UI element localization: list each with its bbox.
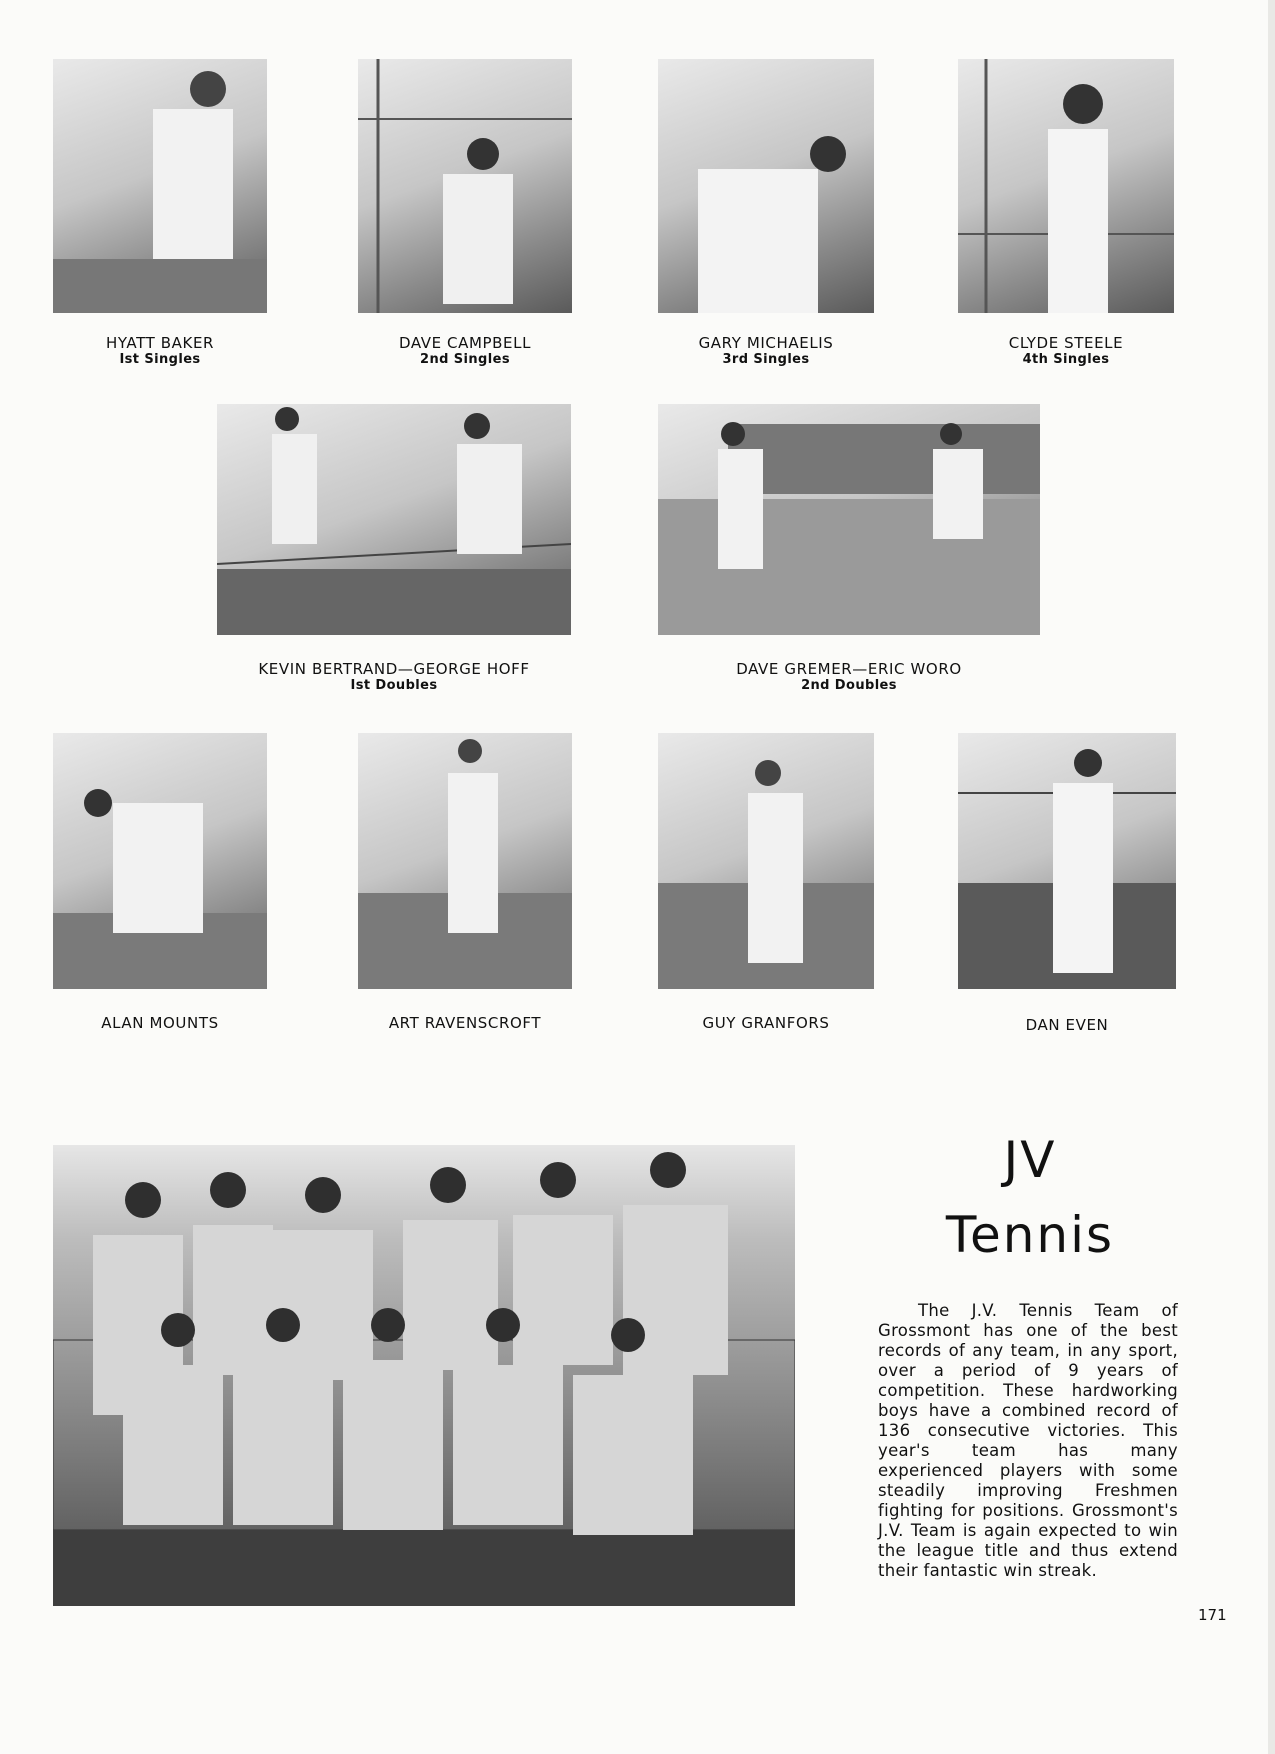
player-name: GARY MICHAELIS xyxy=(698,334,834,352)
player-position: 3rd Singles xyxy=(722,352,810,367)
photo-alan-mounts xyxy=(53,733,267,989)
caption-dave-campbell xyxy=(358,335,572,367)
doubles-position: 2nd Doubles xyxy=(801,678,897,693)
reserve-name: ART RAVENSCROFT xyxy=(388,1014,542,1032)
photo-dan-even xyxy=(958,733,1176,989)
photo-hyatt-baker xyxy=(53,59,267,313)
caption-first-doubles xyxy=(217,661,571,693)
caption-guy-granfors xyxy=(658,1015,874,1032)
caption-second-doubles xyxy=(658,661,1040,693)
caption-dan-even xyxy=(958,1017,1176,1034)
photo-guy-granfors xyxy=(658,733,874,989)
player-name: HYATT BAKER xyxy=(105,334,215,352)
caption-clyde-steele xyxy=(958,335,1174,367)
article-title-tennis: Tennis xyxy=(945,1206,1115,1264)
article-title-jv: JV xyxy=(1003,1131,1057,1189)
photo-art-ravenscroft xyxy=(358,733,572,989)
page-number: 171 xyxy=(1198,1606,1227,1624)
doubles-position: Ist Doubles xyxy=(350,678,438,693)
caption-art-ravenscroft xyxy=(358,1015,572,1032)
photo-second-doubles xyxy=(658,404,1040,635)
caption-alan-mounts xyxy=(53,1015,267,1032)
player-name: DAVE CAMPBELL xyxy=(398,334,532,352)
article-body: The J.V. Tennis Team of Grossmont has one of the best records of any team, in any sport, over a period of 9 years of competition. These hardworking boys have a combined record of 136 consecutive victories. This year's team has many experienced players with some steadily improving Freshmen fighting for positions. Grossmont's J.V. Team is again expected to win the league title and thus extend their fantastic win streak. xyxy=(878,1301,1178,1580)
doubles-name: KEVIN BERTRAND—GEORGE HOFF xyxy=(258,660,530,678)
reserve-name: ALAN MOUNTS xyxy=(101,1014,219,1032)
page-edge xyxy=(1268,0,1275,1754)
caption-hyatt-baker xyxy=(53,335,267,367)
photo-team xyxy=(53,1145,795,1606)
photo-clyde-steele xyxy=(958,59,1174,313)
photo-first-doubles xyxy=(217,404,571,635)
reserve-name: DAN EVEN xyxy=(1025,1016,1109,1034)
player-position: 4th Singles xyxy=(1022,352,1110,367)
reserve-name: GUY GRANFORS xyxy=(702,1014,830,1032)
caption-gary-michaelis xyxy=(658,335,874,367)
doubles-name: DAVE GREMER—ERIC WORO xyxy=(736,660,962,678)
player-position: Ist Singles xyxy=(119,352,201,367)
player-name: CLYDE STEELE xyxy=(1008,334,1124,352)
photo-dave-campbell xyxy=(358,59,572,313)
player-position: 2nd Singles xyxy=(420,352,510,367)
photo-gary-michaelis xyxy=(658,59,874,313)
